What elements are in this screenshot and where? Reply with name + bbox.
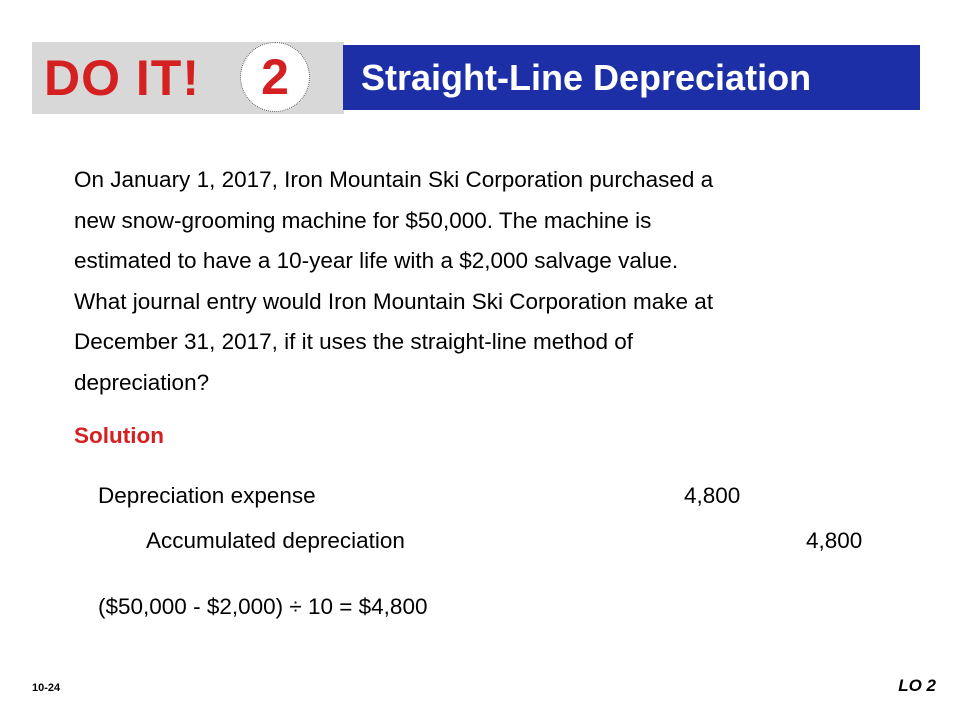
slide-title: Straight-Line Depreciation	[361, 57, 812, 98]
page-number: 10-24	[32, 682, 61, 694]
do-it-number: 2	[261, 49, 289, 105]
question-line: estimated to have a 10-year life with a $2,000 salvage value.	[74, 248, 679, 273]
question-line: What journal entry would Iron Mountain Ski Corporation make at	[74, 288, 714, 314]
credit-amount: 4,800	[806, 528, 863, 553]
learning-objective: LO 2	[898, 676, 936, 695]
debit-account: Depreciation expense	[98, 483, 316, 508]
solution-label: Solution	[74, 423, 164, 448]
do-it-label: DO IT!	[44, 50, 200, 106]
debit-amount: 4,800	[684, 483, 741, 508]
calculation: ($50,000 - $2,000) ÷ 10 = $4,800	[98, 594, 428, 619]
question-line: On January 1, 2017, Iron Mountain Ski Corporation purchased a	[74, 167, 714, 192]
question-line: depreciation?	[74, 369, 210, 395]
question-text	[74, 160, 864, 403]
credit-account: Accumulated depreciation	[146, 528, 405, 553]
question-line: new snow-grooming machine for $50,000. The machine is	[74, 207, 652, 233]
question-line: December 31, 2017, if it uses the straight-line method of	[74, 329, 634, 354]
